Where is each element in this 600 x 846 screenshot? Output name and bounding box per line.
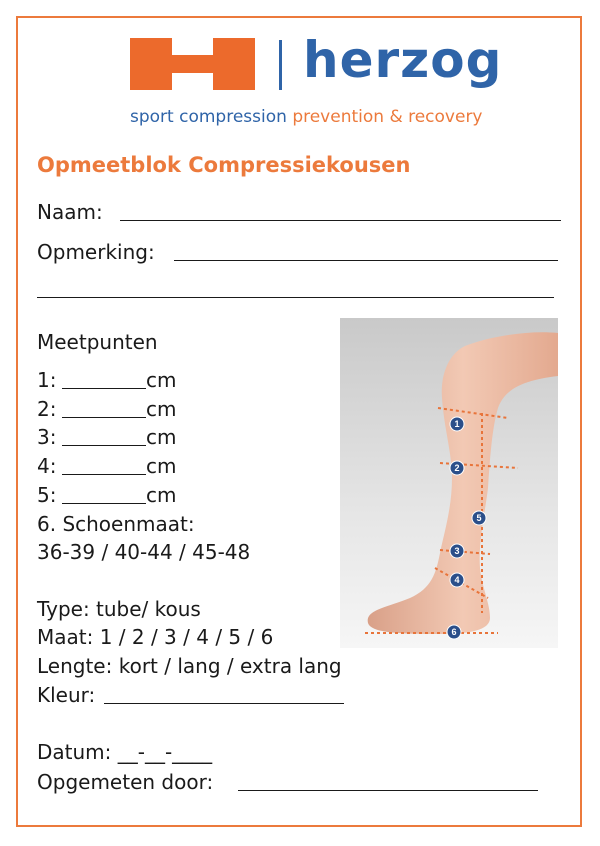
marker-4-label: 4 [454,575,460,585]
kleur-label: Kleur: [37,683,96,707]
naam-label: Naam: [37,200,103,224]
page-title: Opmeetblok Compressiekousen [37,153,411,177]
lengte-options[interactable]: Lengte: kort / lang / extra lang [37,654,342,678]
meetpunt-3-field[interactable] [62,445,146,446]
opmerking-field[interactable] [174,260,558,261]
datum-field[interactable]: Datum: __-__-____ [37,740,213,764]
leg-measurement-diagram [340,318,558,648]
brand-name: herzog [303,31,503,89]
tagline-left: sport compression [130,107,287,127]
meetpunt-5-field[interactable] [62,503,146,504]
logo-divider [279,40,282,90]
meetpunt-4-label: 4: [37,454,57,478]
opgemeten-label: Opgemeten door: [37,770,214,794]
brand-tagline [130,106,483,128]
marker-3-label: 3 [454,546,460,556]
marker-5-label: 5 [476,513,482,523]
marker-6-label: 6 [451,627,457,637]
marker-2-label: 2 [454,463,460,473]
meetpunt-1-field[interactable] [62,388,146,389]
opmerking-label: Opmerking: [37,240,155,264]
meetpunt-2-unit: cm [146,397,177,421]
maat-options[interactable]: Maat: 1 / 2 / 3 / 4 / 5 / 6 [37,625,274,649]
meetpunt-2-label: 2: [37,397,57,421]
meetpunt-5-unit: cm [146,483,177,507]
schoenmaat-options[interactable]: 36-39 / 40-44 / 45-48 [37,540,251,564]
meetpunt-1-unit: cm [146,368,177,392]
meetpunt-3-label: 3: [37,425,57,449]
meetpunten-heading: Meetpunten [37,330,158,354]
schoenmaat-label: 6. Schoenmaat: [37,512,195,536]
kleur-field[interactable] [104,703,344,704]
meetpunt-4-field[interactable] [62,474,146,475]
meetpunt-1-label: 1: [37,368,57,392]
opgemeten-field[interactable] [238,790,538,791]
meetpunt-4-unit: cm [146,454,177,478]
meetpunt-5-label: 5: [37,483,57,507]
tagline-right: prevention & recovery [292,107,483,127]
type-options[interactable]: Type: tube/ kous [37,597,201,621]
herzog-h-logo-icon [130,38,255,90]
meetpunt-3-unit: cm [146,425,177,449]
naam-field[interactable] [120,220,561,221]
meetpunt-2-field[interactable] [62,417,146,418]
opmerking-field-2[interactable] [37,297,554,298]
marker-1-label: 1 [454,419,460,429]
